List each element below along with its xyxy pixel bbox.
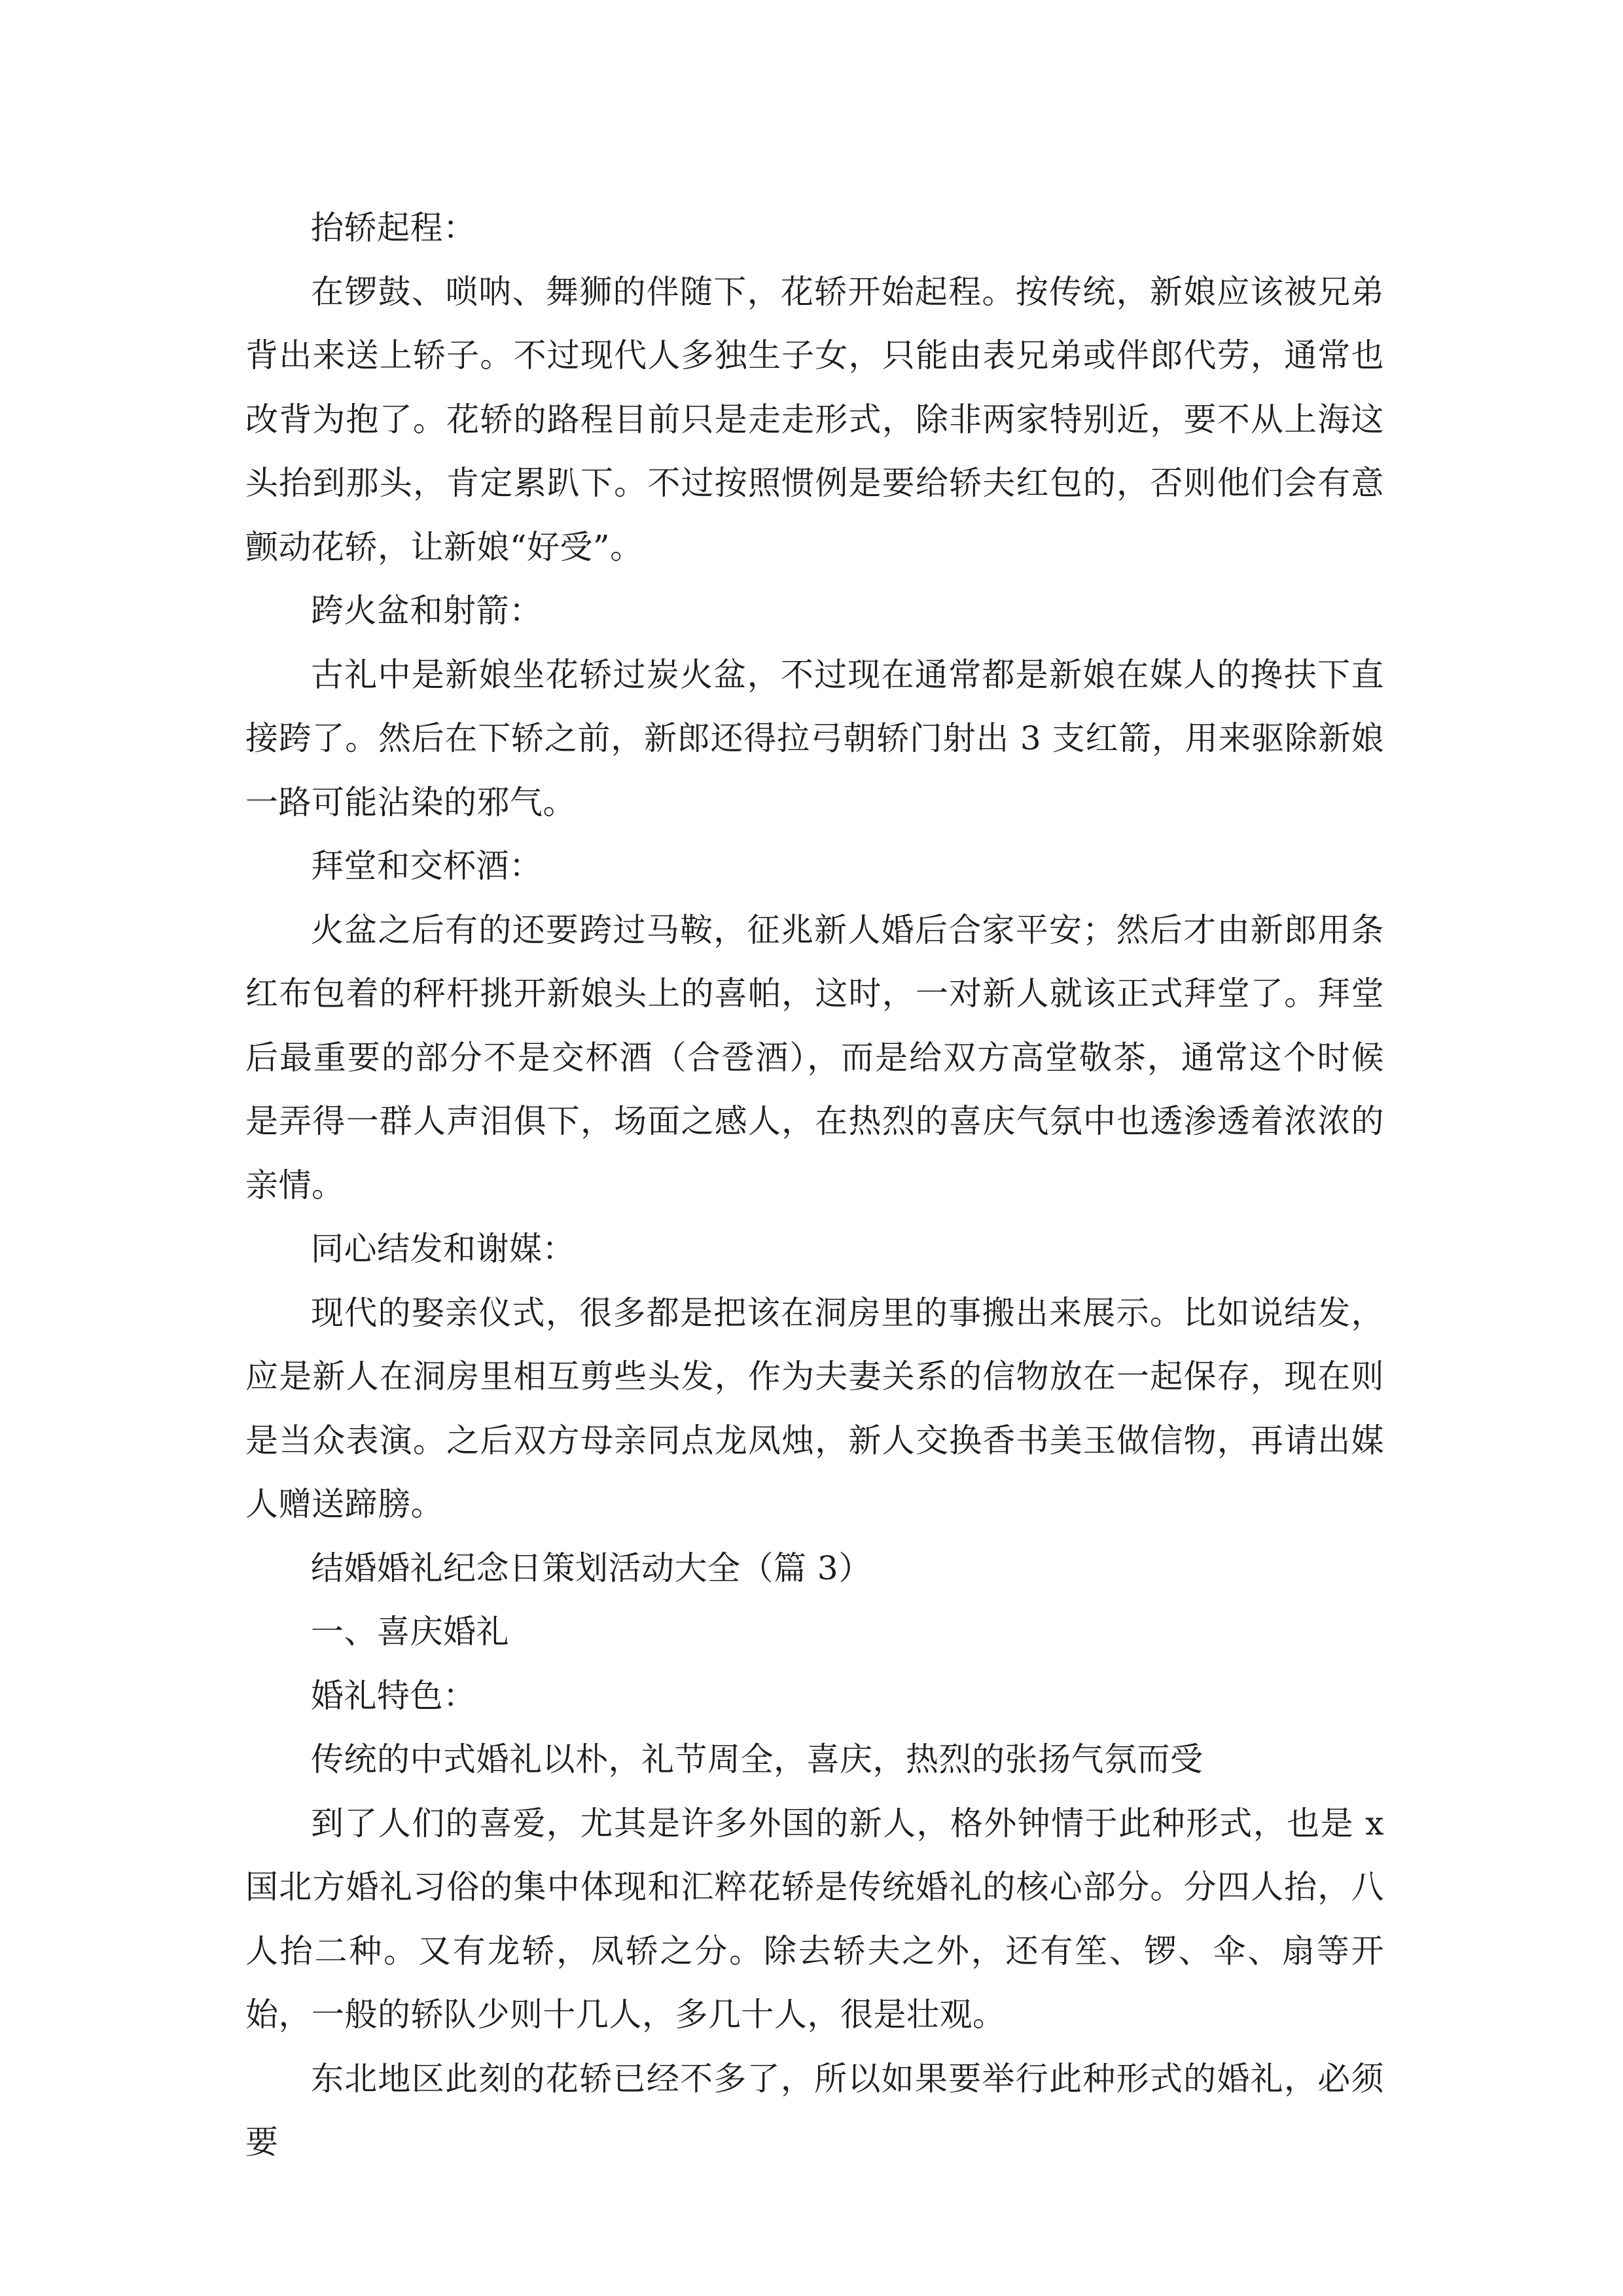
paragraph-sedan-description: 到了人们的喜爱，尤其是许多外国的新人，格外钟情于此种形式，也是 x 国北方婚礼习俗的集中体现和汇粹花轿是传统婚礼的核心部分。分四人抬，八人抬二种。又有龙轿，凤轿之分。除去轿夫之外，还有笙、锣、伞、扇等开始，一般的轿队少则十几人，多几十人，很是壮观。 bbox=[245, 1804, 1384, 2034]
section-heading-wedding-features: 婚礼特色： bbox=[311, 1676, 476, 1715]
section-heading-festive-wedding: 一、喜庆婚礼 bbox=[311, 1613, 509, 1651]
paragraph-hair-matchmaker: 现代的娶亲仪式，很多都是把该在洞房里的事搬出来展示。比如说结发，应是新人在洞房里相互剪些头发，作为夫妻关系的信物放在一起保存，现在则是当众表演。之后双方母亲同点龙凤烛，新人交换香书美玉做信物，再请出媒人赠送蹄膀。 bbox=[245, 1293, 1384, 1523]
paragraph-worship-wine: 火盆之后有的还要跨过马鞍，征兆新人婚后合家平安；然后才由新郎用条红布包着的秤杆挑开新娘头上的喜帕，这时，一对新人就该正式拜堂了。拜堂后最重要的部分不是交杯酒（合卺酒），而是给双方高堂敬茶，通常这个时候是弄得一群人声泪俱下，场面之感人，在热烈的喜庆气氛中也透渗透着浓浓的亲情。 bbox=[245, 910, 1384, 1204]
paragraph-traditional-wedding: 传统的中式婚礼以朴，礼节周全，喜庆，热烈的张扬气氛而受 bbox=[311, 1740, 1204, 1778]
article-title-part-3: 结婚婚礼纪念日策划活动大全（篇 3） bbox=[311, 1549, 872, 1587]
section-heading-worship-wine: 拜堂和交杯酒： bbox=[311, 847, 543, 885]
document-body bbox=[245, 196, 1384, 2175]
section-heading-carry-sedan: 抬轿起程： bbox=[311, 209, 476, 247]
paragraph-fire-basin: 古礼中是新娘坐花轿过炭火盆，不过现在通常都是新娘在媒人的搀扶下直接跨了。然后在下轿之前，新郎还得拉弓朝轿门射出 3 支红箭，用来驱除新娘一路可能沾染的邪气。 bbox=[245, 655, 1384, 821]
paragraph-carry-sedan: 在锣鼓、唢呐、舞狮的伴随下，花轿开始起程。按传统，新娘应该被兄弟背出来送上轿子。不过现代人多独生子女，只能由表兄弟或伴郎代劳，通常也改背为抱了。花轿的路程目前只是走走形式，除非两家特别近，要不从上海这头抬到那头，肯定累趴下。不过按照惯例是要给轿夫红包的，否则他们会有意颤动花轿，让新娘“好受”。 bbox=[245, 272, 1384, 566]
paragraph-northeast-region: 东北地区此刻的花轿已经不多了，所以如果要举行此种形式的婚礼，必须要 bbox=[245, 2059, 1384, 2161]
section-heading-hair-matchmaker: 同心结发和谢媒： bbox=[311, 1230, 575, 1268]
section-heading-fire-basin: 跨火盆和射箭： bbox=[311, 592, 543, 630]
